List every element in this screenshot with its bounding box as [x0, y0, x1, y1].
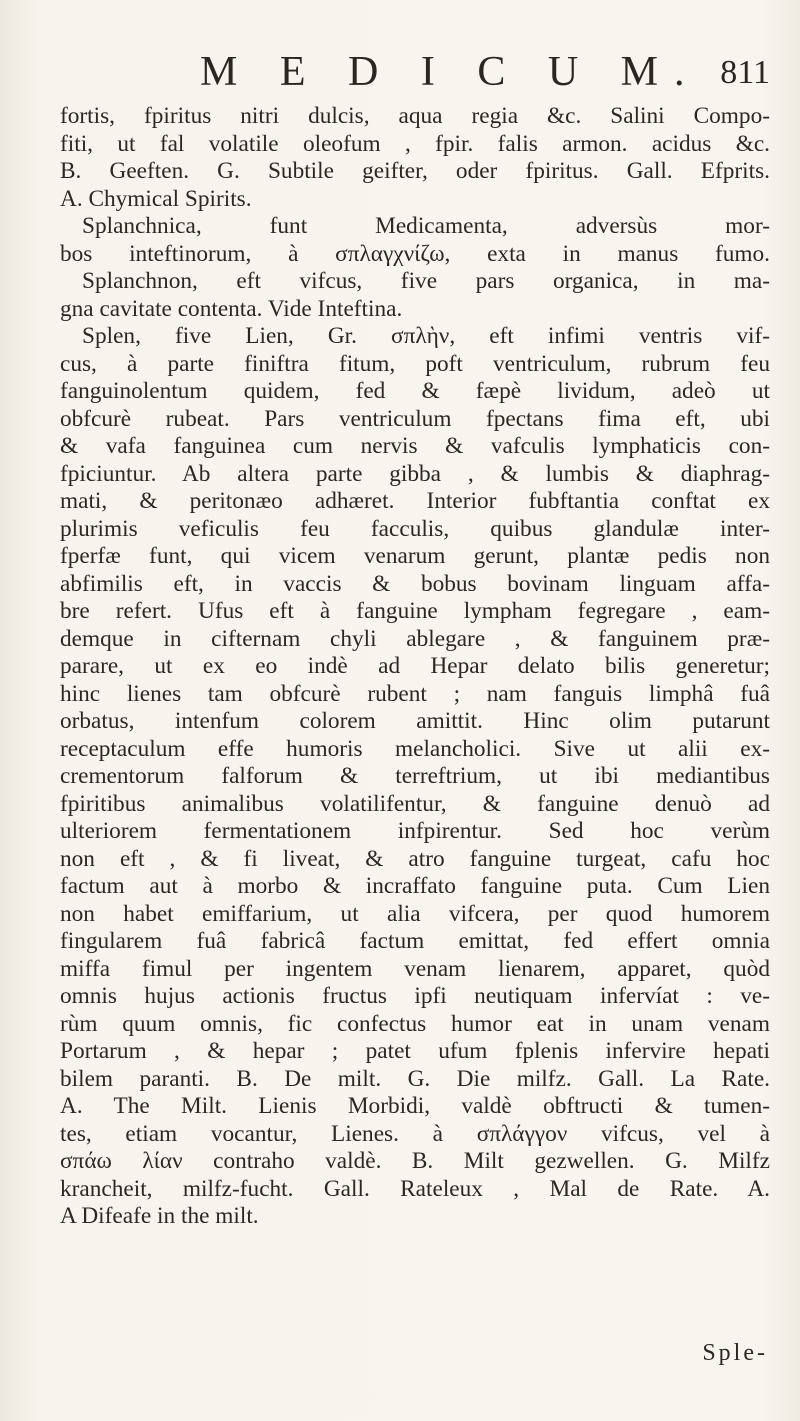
text-line: A Difeafe in the milt.: [60, 1203, 259, 1229]
text-line: orbatus, intenfum colorem amittit. Hinc olim putarunt: [60, 708, 770, 734]
running-title: M E D I C U M.: [200, 49, 701, 95]
text-line: demque in cifternam chyli ablegare , & fanguinem præ-: [60, 625, 770, 652]
text-line: B. Geeften. G. Subtile geifter, oder fpiritus. Gall. Efprits.: [60, 158, 770, 184]
text-line: σπάω λίαν contraho valdè. B. Milt gezwellen. G. Milfz: [60, 1148, 770, 1174]
text-line: & vafa fanguinea cum nervis & vafculis lymphaticis con-: [60, 433, 770, 459]
text-line: ulteriorem fermentationem infpirentur. Sed hoc verùm: [60, 818, 770, 844]
text-line: A. Chymical Spirits.: [60, 185, 252, 212]
text-line: miffa fimul per ingentem venam lienarem, apparet, quòd: [60, 955, 770, 982]
text-line: bre refert. Ufus eft à fanguine lympham fegregare , eam-: [60, 598, 770, 624]
text-line: A. The Milt. Lienis Morbidi, valdè obftructi & tumen-: [60, 1093, 770, 1119]
text-line: fiti, ut fal volatile oleofum , fpir. falis armon. acidus &c.: [60, 130, 770, 157]
text-line: gna cavitate contenta. Vide Inteftina.: [60, 295, 403, 322]
text-line: hinc lienes tam obfcurè rubent ; nam fanguis limphâ fuâ: [60, 680, 770, 707]
text-line: parare, ut ex eo indè ad Hepar delato bilis generetur;: [60, 653, 770, 679]
text-line: obfcurè rubeat. Pars ventriculum fpectans fima eft, ubi: [60, 405, 770, 432]
text-line: cus, à parte finiftra fitum, poft ventriculum, rubrum feu: [60, 350, 770, 377]
running-header: [60, 48, 770, 98]
text-line: Portarum , & hepar ; patet ufum fplenis infervire hepati: [60, 1038, 770, 1064]
text-line: fperfæ funt, qui vicem venarum gerunt, plantæ pedis non: [60, 543, 770, 569]
text-line: receptaculum effe humoris melancholici. Sive ut alii ex-: [60, 735, 770, 762]
text-line: krancheit, milfz-fucht. Gall. Rateleux , Mal de Rate. A.: [60, 1175, 770, 1202]
text-line: abfimilis eft, in vaccis & bobus bovinam linguam affa-: [60, 570, 770, 597]
page-number: 811: [720, 54, 770, 91]
text-line: fortis, fpiritus nitri dulcis, aqua regia &c. Salini Compo-: [60, 103, 770, 129]
entry-splanchnon: Splanchnon, eft vifcus, five pars organica, in ma-: [82, 268, 770, 294]
text-line: tes, etiam vocantur, Lienes. à σπλάγγον vifcus, vel à: [60, 1120, 770, 1147]
text-line: factum aut à morbo & incraffato fanguine puta. Cum Lien: [60, 873, 770, 899]
text-line: crementorum falforum & terreftrium, ut ibi mediantibus: [60, 763, 770, 789]
catchword: Sple-: [702, 1340, 768, 1366]
entry-splanchnica: Splanchnica, funt Medicamenta, adversùs mor-: [82, 213, 770, 239]
text-line: non eft , & fi liveat, & atro fanguine turgeat, cafu hoc: [60, 845, 770, 872]
text-line: rùm quum omnis, fic confectus humor eat in unam venam: [60, 1010, 770, 1037]
text-line: fpiritibus animalibus volatilifentur, & fanguine denuò ad: [60, 790, 770, 817]
text-line: non habet emiffarium, ut alia vifcera, per quod humorem: [60, 900, 770, 927]
text-line: fanguinolentum quidem, fed & fæpè lividum, adeò ut: [60, 378, 770, 404]
entry-splen: Splen, five Lien, Gr. σπλὴν, eft infimi ventris vif-: [82, 323, 770, 349]
text-line: fpiciuntur. Ab altera parte gibba , & lumbis & diaphrag-: [60, 460, 770, 487]
text-line: fingularem fuâ fabricâ factum emittat, fed effert omnia: [60, 928, 770, 954]
text-line: plurimis veficulis feu facculis, quibus glandulæ inter-: [60, 515, 770, 542]
text-line: bilem paranti. B. De milt. G. Die milfz. Gall. La Rate.: [60, 1065, 770, 1092]
text-line: omnis hujus actionis fructus ipfi neutiquam infervíat : ve-: [60, 983, 770, 1009]
text-line: bos inteftinorum, à σπλαγχνίζω, exta in manus fumo.: [60, 240, 770, 267]
dictionary-text: [60, 103, 770, 1231]
text-line: mati, & peritonæo adhæret. Interior fubftantia conftat ex: [60, 488, 770, 514]
